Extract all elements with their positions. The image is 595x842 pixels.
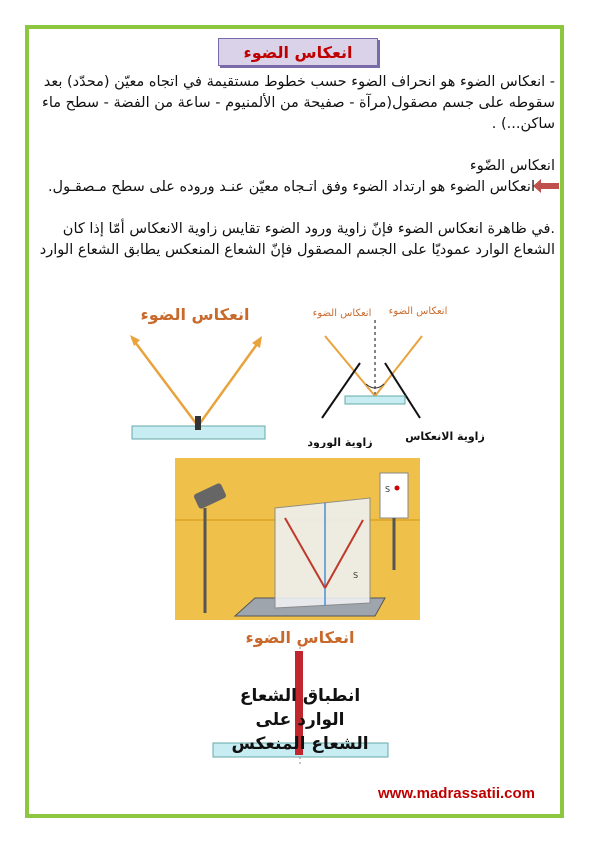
fig4-text-line-3: الشعاع المنعكس	[231, 734, 369, 754]
page-title: انعكاس الضوء	[243, 42, 353, 62]
figure-perpendicular	[205, 625, 395, 775]
reflected-ray	[198, 340, 260, 426]
screen-dot-icon	[395, 486, 400, 491]
fig4-text-line-1: انطباق الشعاع	[239, 686, 361, 706]
left-arrow-icon	[533, 179, 559, 193]
reflected-ray-2	[375, 336, 422, 396]
screen-panel	[380, 473, 408, 518]
incidence-pointer	[322, 363, 360, 418]
label-s1: S	[385, 485, 391, 494]
experiment-screen	[275, 498, 370, 608]
incident-arrowhead-icon	[130, 335, 140, 346]
figure-1-title: انعكاس الضوء	[140, 305, 250, 324]
incident-ray-2	[325, 336, 375, 396]
figure-2-title-left: انعكاس الضوء	[312, 308, 372, 319]
paragraph-definition-1: - انعكاس الضوء هو انحراف الضوء حسب خطوط مستقيمة في اتجاه معيّن (محدّد) بعد سقوطه على جسم مصقول(مرآة - صفيحة من الألمنيوم - ساعة من الفضة - سطح ماء ساكن...) .	[42, 74, 555, 132]
figure-2-title-right: انعكاس الضوء	[388, 306, 448, 317]
label-incidence-angle: زاوية الورود	[307, 436, 373, 448]
figure-reflection-2	[300, 298, 490, 448]
website-link[interactable]: www.madrassatii.com	[378, 785, 536, 802]
page-title-box	[218, 38, 378, 66]
figure-4-title: انعكاس الضوء	[245, 628, 355, 647]
figure-reflection-1	[120, 298, 270, 443]
label-reflection-angle: زاوية الانعكاس	[405, 430, 485, 443]
paragraph-subtitle: انعكاس الضّوء	[469, 158, 555, 174]
incident-ray	[132, 338, 198, 426]
reflection-pointer	[385, 363, 420, 418]
fig4-text-line-2: الوارد على	[255, 710, 345, 730]
paragraph-rule: .في ظاهرة انعكاس الضوء فإنّ زاوية ورود الضوء تقايس زاوية الانعكاس أمّا إذا كان الشعاع الوارد عموديّا على الجسم المصقول فإنّ الشعاع المنعكس يطابق الشعاع الوارد	[39, 221, 555, 258]
figure-experiment	[175, 458, 420, 620]
mirror-surface-2	[345, 396, 405, 404]
paragraph-definition-2: انعكاس الضوء هو ارتداد الضوء وفق اتـجاه معيّن عنـد وروده على سطح مـصقـول.	[47, 179, 535, 195]
label-s2: S	[353, 571, 359, 580]
impact-point	[195, 416, 201, 430]
